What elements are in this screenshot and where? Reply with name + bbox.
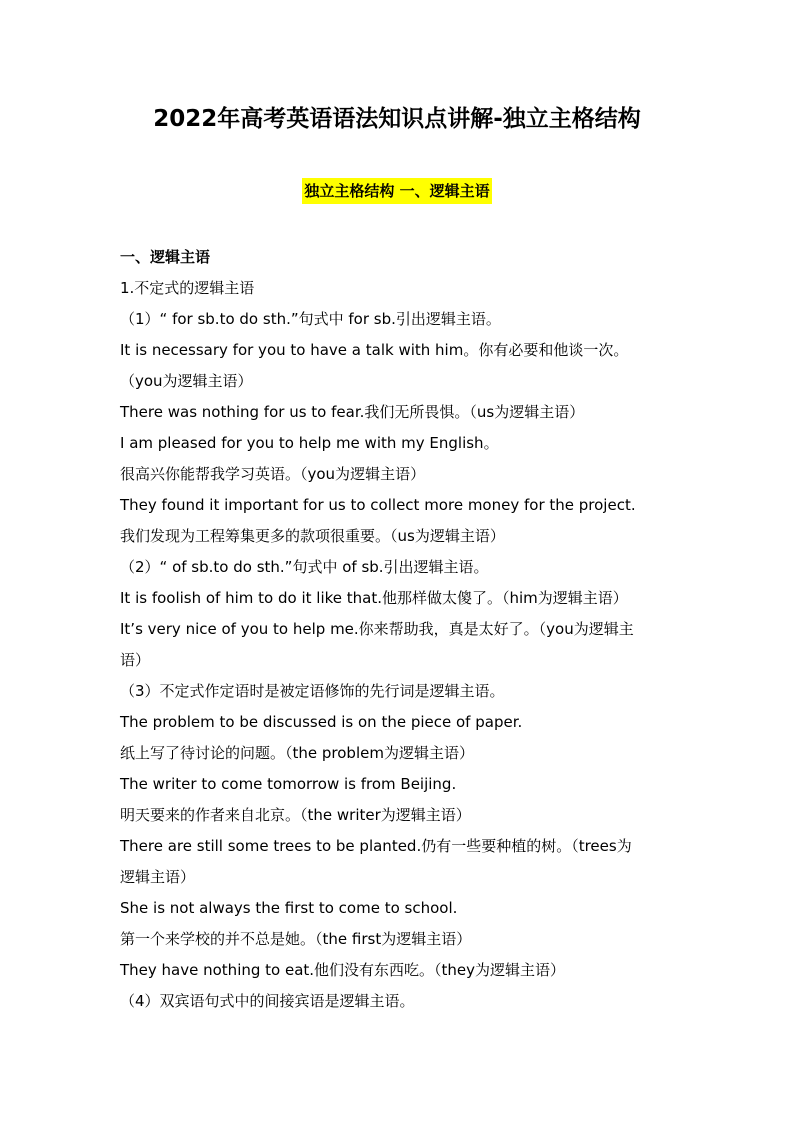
- text-line: 我们发现为工程筹集更多的款项很重要。（us为逻辑主语）: [120, 527, 505, 545]
- text-line: They have nothing to eat.他们没有东西吃。（they为逻辑主语）: [120, 961, 566, 979]
- document-title: 2022年高考英语语法知识点讲解-独立主格结构: [153, 106, 641, 132]
- text-line: （2）“ of sb.to do sth.”句式中 of sb.引出逻辑主语。: [120, 558, 489, 576]
- text-line: There was nothing for us to fear.我们无所畏惧。（us为逻辑主语）: [120, 403, 585, 421]
- text-line: （1）“ for sb.to do sth.”句式中 for sb.引出逻辑主语。: [120, 310, 501, 328]
- text-line: 逻辑主语）: [120, 868, 196, 886]
- text-line: The writer to come tomorrow is from Beijing.: [120, 775, 457, 793]
- text-line: 纸上写了待讨论的问题。（the problem为逻辑主语）: [120, 744, 474, 762]
- text-line: There are still some trees to be planted.仍有一些要种植的树。（trees为: [120, 837, 632, 855]
- text-line: （4）双宾语句式中的间接宾语是逻辑主语。: [120, 992, 415, 1010]
- section-heading: 一、逻辑主语: [120, 248, 211, 266]
- highlighted-subtitle: 独立主格结构 一、逻辑主语: [302, 178, 491, 204]
- text-line: 第一个来学校的并不总是她。（the first为逻辑主语）: [120, 930, 472, 948]
- text-line: 1.不定式的逻辑主语: [120, 279, 255, 297]
- text-line: The problem to be discussed is on the piece of paper.: [120, 713, 523, 731]
- subtitle-container: [0, 178, 794, 204]
- document-body: [120, 242, 680, 1017]
- body-lines: [120, 273, 680, 1017]
- text-line: I am pleased for you to help me with my English。: [120, 434, 499, 452]
- text-line: It’s very nice of you to help me.你来帮助我，真是太好了。（you为逻辑主: [120, 620, 634, 638]
- text-line: They found it important for us to collect more money for the project.: [120, 496, 636, 514]
- text-line: （3）不定式作定语时是被定语修饰的先行词是逻辑主语。: [120, 682, 505, 700]
- text-line: （you为逻辑主语）: [120, 372, 253, 390]
- text-line: It is foolish of him to do it like that.他那样做太傻了。（him为逻辑主语）: [120, 589, 628, 607]
- text-line: It is necessary for you to have a talk with him。你有必要和他谈一次。: [120, 341, 629, 359]
- text-line: 语）: [120, 651, 151, 669]
- text-line: 明天要来的作者来自北京。（the writer为逻辑主语）: [120, 806, 471, 824]
- text-line: 很高兴你能帮我学习英语。（you为逻辑主语）: [120, 465, 426, 483]
- text-line: She is not always the first to come to school.: [120, 899, 458, 917]
